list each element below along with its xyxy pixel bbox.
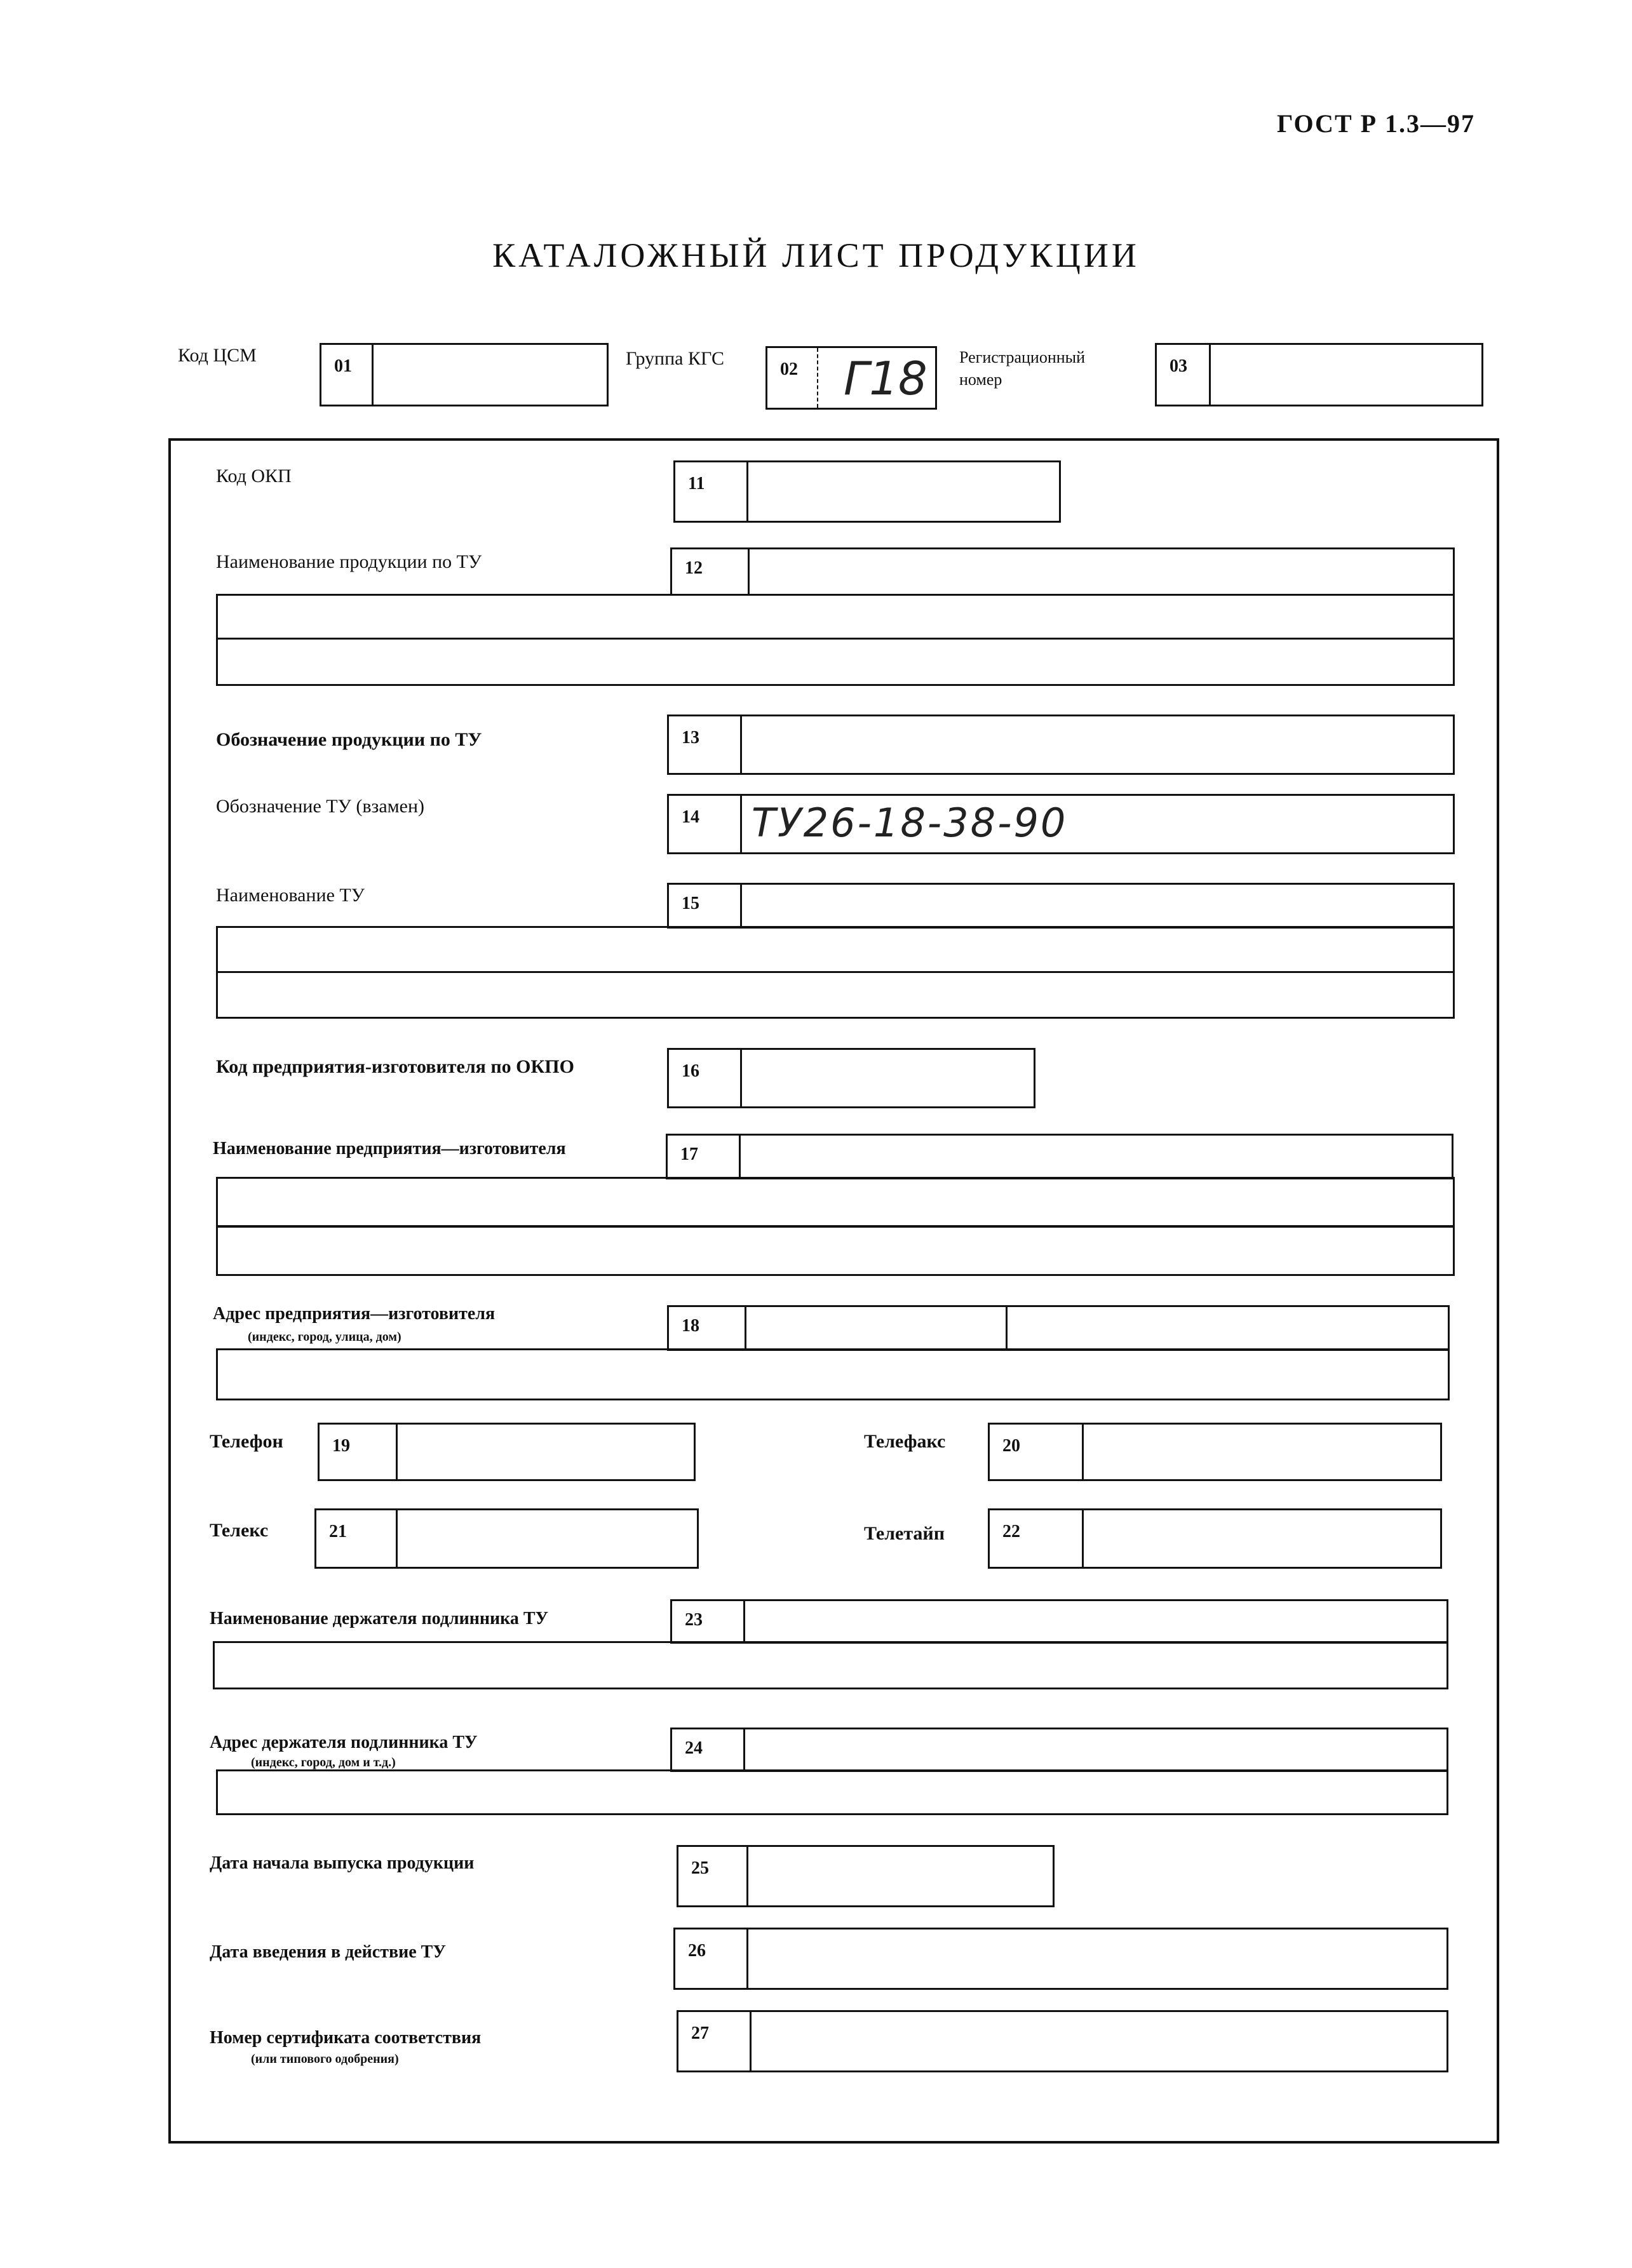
field-26-code: 26 — [675, 1929, 748, 1988]
field-16-label: Код предприятия-изготовителя по ОКПО — [216, 1056, 574, 1077]
field-25-input[interactable] — [677, 1845, 1055, 1907]
field-23-code: 23 — [672, 1601, 745, 1642]
field-18-code: 18 — [669, 1307, 746, 1349]
field-01-label: Код ЦСМ — [178, 345, 257, 366]
field-03-code: 03 — [1157, 345, 1211, 405]
field-03-label-line2: номер — [959, 370, 1002, 389]
field-15-code: 15 — [669, 885, 742, 927]
field-13-input[interactable] — [667, 715, 1455, 775]
field-13-label: Обозначение продукции по ТУ — [216, 729, 482, 750]
field-20-code: 20 — [990, 1425, 1084, 1479]
field-12-code: 12 — [672, 549, 750, 594]
field-13-code: 13 — [669, 716, 742, 773]
standard-number: ГОСТ Р 1.3—97 — [1277, 109, 1476, 138]
field-19-input[interactable] — [318, 1423, 696, 1481]
field-23-label: Наименование держателя подлинника ТУ — [210, 1609, 549, 1628]
field-23-line-2[interactable] — [213, 1641, 1448, 1689]
field-22-code: 22 — [990, 1510, 1084, 1567]
field-25-code: 25 — [678, 1847, 748, 1905]
field-16-code: 16 — [669, 1050, 742, 1106]
field-20-label: Телефакс — [864, 1431, 946, 1452]
field-01-code: 01 — [321, 345, 374, 405]
field-16-input[interactable] — [667, 1048, 1035, 1108]
field-15-line-2[interactable] — [216, 926, 1455, 973]
field-15-line-3[interactable] — [216, 971, 1455, 1019]
field-18-sublabel: (индекс, город, улица, дом) — [248, 1330, 401, 1344]
field-24-input[interactable] — [670, 1728, 1448, 1772]
field-12-line-3[interactable] — [216, 638, 1455, 686]
field-12-line-2[interactable] — [216, 594, 1455, 640]
field-12-input[interactable] — [670, 547, 1455, 596]
field-11-input[interactable] — [673, 460, 1061, 523]
field-15-label: Наименование ТУ — [216, 885, 365, 906]
field-02-code: 02 — [767, 348, 818, 408]
field-26-label: Дата введения в действие ТУ — [210, 1942, 446, 1962]
field-22-label: Телетайп — [864, 1523, 945, 1544]
field-02-input[interactable] — [765, 346, 937, 410]
field-24-label: Адрес держателя подлинника ТУ — [210, 1733, 478, 1752]
field-19-label: Телефон — [210, 1431, 283, 1452]
field-27-code: 27 — [678, 2012, 752, 2070]
page-title: КАТАЛОЖНЫЙ ЛИСТ ПРОДУКЦИИ — [492, 236, 1140, 274]
field-03-input[interactable] — [1155, 343, 1483, 406]
field-17-line-3[interactable] — [216, 1225, 1455, 1276]
field-12-label: Наименование продукции по ТУ — [216, 551, 482, 572]
field-27-input[interactable] — [677, 2010, 1448, 2072]
field-15-input[interactable] — [667, 883, 1455, 929]
field-19-code: 19 — [320, 1425, 398, 1479]
field-20-input[interactable] — [988, 1423, 1442, 1481]
field-18-label: Адрес предприятия—изготовителя — [213, 1304, 496, 1324]
field-14-input[interactable] — [667, 794, 1455, 854]
field-24-code: 24 — [672, 1729, 745, 1770]
field-21-code: 21 — [316, 1510, 398, 1567]
field-17-line-2[interactable] — [216, 1177, 1455, 1228]
field-02-value: Г18 — [844, 352, 927, 405]
field-17-code: 17 — [668, 1136, 741, 1178]
field-17-label: Наименование предприятия—изготовителя — [213, 1139, 566, 1158]
field-25-label: Дата начала выпуска продукции — [210, 1853, 475, 1873]
field-18-line-2[interactable] — [216, 1348, 1450, 1400]
field-24-sublabel: (индекс, город, дом и т.д.) — [251, 1755, 396, 1769]
field-14-label: Обозначение ТУ (взамен) — [216, 796, 425, 817]
field-14-code: 14 — [669, 796, 742, 852]
field-21-input[interactable] — [314, 1508, 699, 1569]
field-18-input[interactable] — [667, 1305, 1450, 1351]
field-26-input[interactable] — [673, 1928, 1448, 1990]
field-01-input[interactable] — [320, 343, 609, 406]
field-03-label-line1: Регистрационный — [959, 348, 1086, 366]
field-27-label: Номер сертификата соответствия — [210, 2028, 482, 2048]
field-02-label: Группа КГС — [626, 348, 724, 369]
field-18-divider — [1006, 1307, 1008, 1349]
field-14-value: ТУ26-18-38-90 — [752, 800, 1068, 846]
field-11-code: 11 — [675, 462, 748, 521]
field-17-input[interactable] — [666, 1134, 1453, 1179]
field-24-line-2[interactable] — [216, 1769, 1448, 1815]
field-21-label: Телекс — [210, 1520, 269, 1541]
field-27-sublabel: (или типового одобрения) — [251, 2052, 399, 2066]
field-11-label: Код ОКП — [216, 466, 292, 486]
field-23-input[interactable] — [670, 1599, 1448, 1644]
field-22-input[interactable] — [988, 1508, 1442, 1569]
